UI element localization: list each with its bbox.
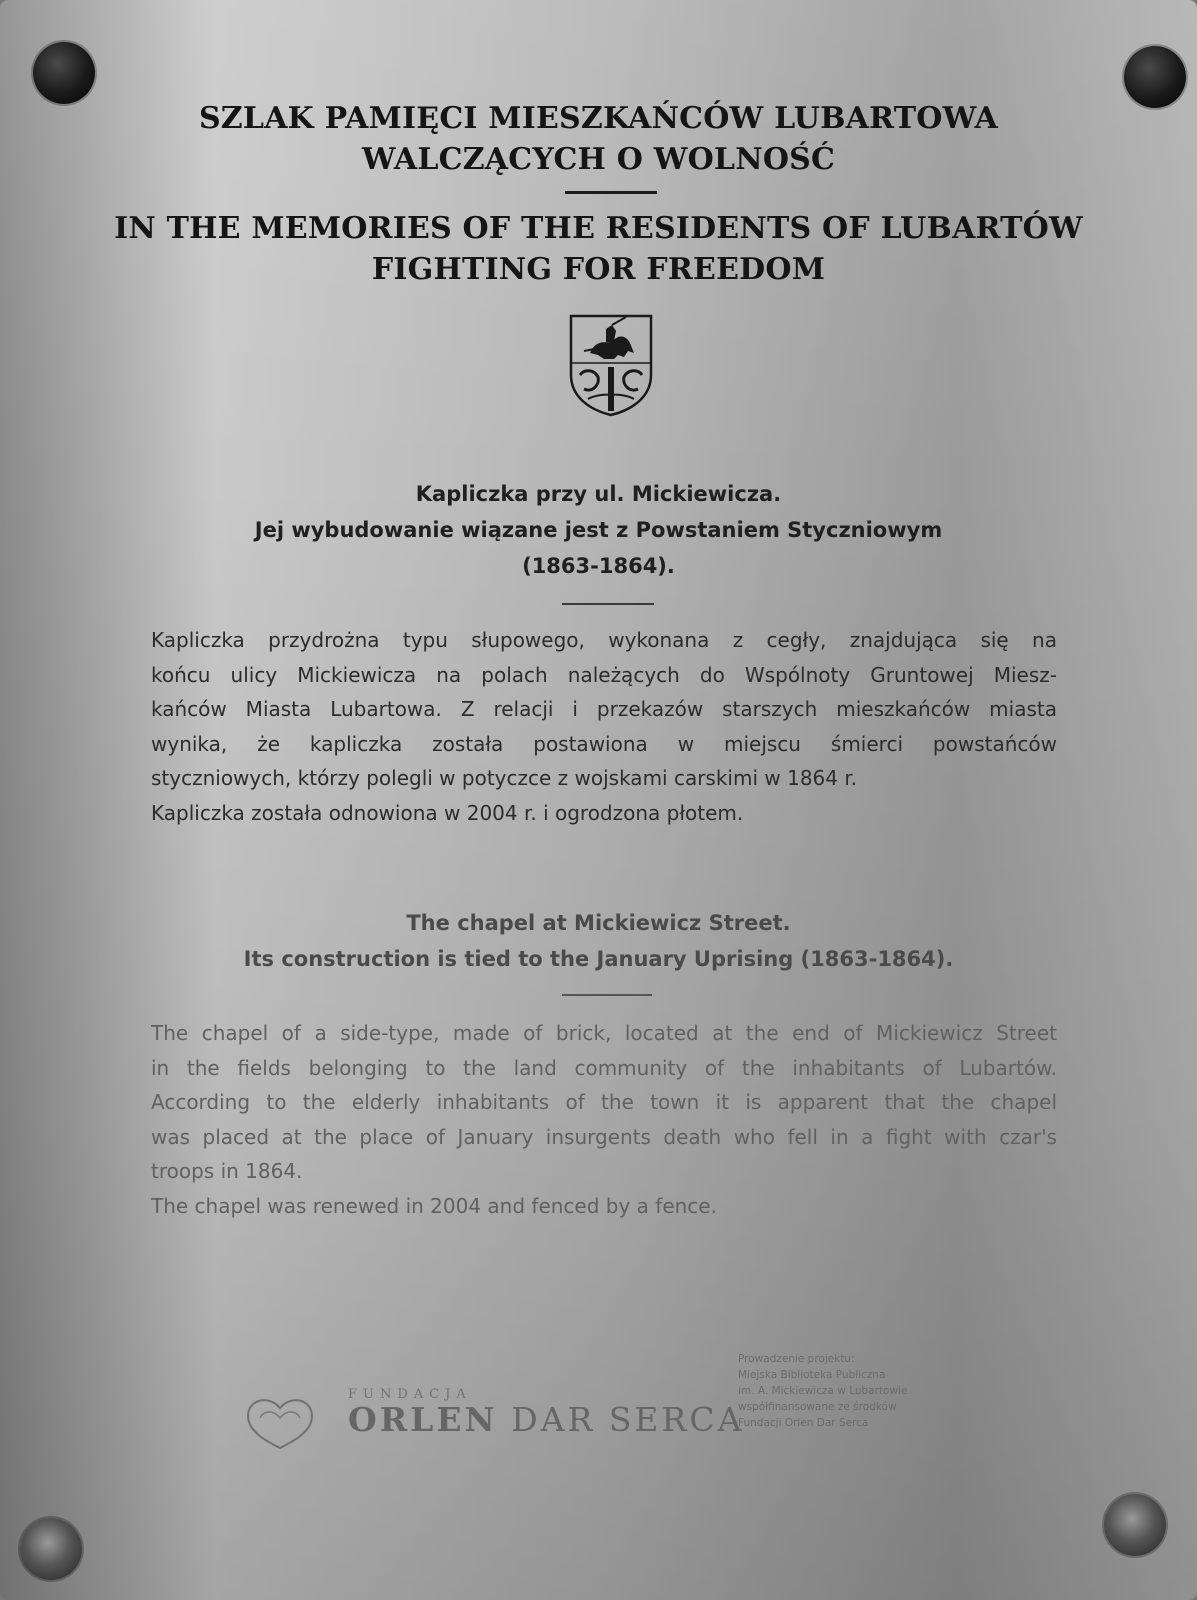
body-polish-line: końcu ulicy Mickiewicza na polach należących do Wspólnoty Gruntowej Miesz- <box>151 662 1057 687</box>
body-english-line: The chapel of a side-type, made of brick, located at the end of Mickiewicz Street <box>151 1021 1057 1045</box>
body-polish-line: kańców Miasta Lubartowa. Z relacji i przekazów starszych mieszkańców miasta <box>151 697 1057 721</box>
project-credits <box>738 1351 988 1431</box>
heading-english <box>0 208 1197 290</box>
body-polish <box>151 623 1057 830</box>
body-english-line: in the fields belonging to the land community of the inhabitants of Lubartów. <box>151 1055 1057 1080</box>
screw-bottom-left <box>20 1518 82 1580</box>
credits-line: Fundacji Orlen Dar Serca <box>738 1417 869 1429</box>
heading-polish <box>0 98 1197 180</box>
divider-polish <box>562 603 654 605</box>
credits-line: Miejska Biblioteka Publiczna <box>738 1369 886 1381</box>
credits-line: Prowadzenie projektu: <box>738 1353 855 1365</box>
subtitle-english-line-1: The chapel at Mickiewicz Street. <box>406 911 791 935</box>
subtitle-english-line-2: Its construction is tied to the January Uprising (1863-1864). <box>243 947 954 971</box>
body-polish-line: styczniowych, którzy polegli w potyczce z wojskami carskimi w 1864 r. <box>151 766 858 790</box>
heading-english-line-1: IN THE MEMORIES OF THE RESIDENTS OF LUBARTÓW <box>114 211 1083 246</box>
heading-polish-line-2: WALCZĄCYCH O WOLNOŚĆ <box>361 142 836 177</box>
body-polish-line: Kapliczka przydrożna typu słupowego, wykonana z cegły, znajdująca się na <box>151 628 1057 652</box>
body-english-line: troops in 1864. <box>151 1159 303 1183</box>
body-polish-line: wynika, że kapliczka została postawiona w miejscu śmierci powstańców <box>151 731 1057 756</box>
body-english-line: The chapel was renewed in 2004 and fenced by a fence. <box>151 1193 717 1218</box>
subtitle-polish-line-2: Jej wybudowanie wiązane jest z Powstaniem Styczniowym <box>254 518 943 542</box>
subtitle-english <box>0 905 1197 977</box>
credits-line: współfinansowane ze środków <box>738 1401 897 1413</box>
body-polish-line: Kapliczka została odnowiona w 2004 r. i ogrodzona płotem. <box>151 800 744 825</box>
body-english-line: According to the elderly inhabitants of the town it is apparent that the chapel <box>151 1090 1057 1114</box>
foundation-name <box>348 1400 744 1439</box>
subtitle-polish-line-3: (1863-1864). <box>522 554 675 578</box>
foundation-dar-serca: DAR SERCA <box>511 1400 745 1439</box>
coat-of-arms-knight-icon <box>568 313 654 417</box>
subtitle-polish <box>0 476 1197 584</box>
foundation-orlen: ORLEN <box>348 1400 498 1439</box>
heading-polish-line-1: SZLAK PAMIĘCI MIESZKAŃCÓW LUBARTOWA <box>198 101 999 136</box>
body-english <box>151 1016 1057 1223</box>
credits-line: im. A. Mickiewicza w Lubartowie <box>738 1385 908 1397</box>
body-english-line: was placed at the place of January insurgents death who fell in a fight with czar's <box>151 1124 1057 1149</box>
subtitle-polish-line-1: Kapliczka przy ul. Mickiewicza. <box>415 482 782 506</box>
divider-english <box>562 994 652 996</box>
foundation-label: FUNDACJA <box>348 1387 472 1402</box>
divider-headings <box>565 191 657 194</box>
foundation-heart-logo-icon <box>240 1388 320 1452</box>
screw-top-left <box>33 42 95 104</box>
screw-bottom-right <box>1104 1494 1166 1556</box>
heading-english-line-2: FIGHTING FOR FREEDOM <box>371 252 826 287</box>
